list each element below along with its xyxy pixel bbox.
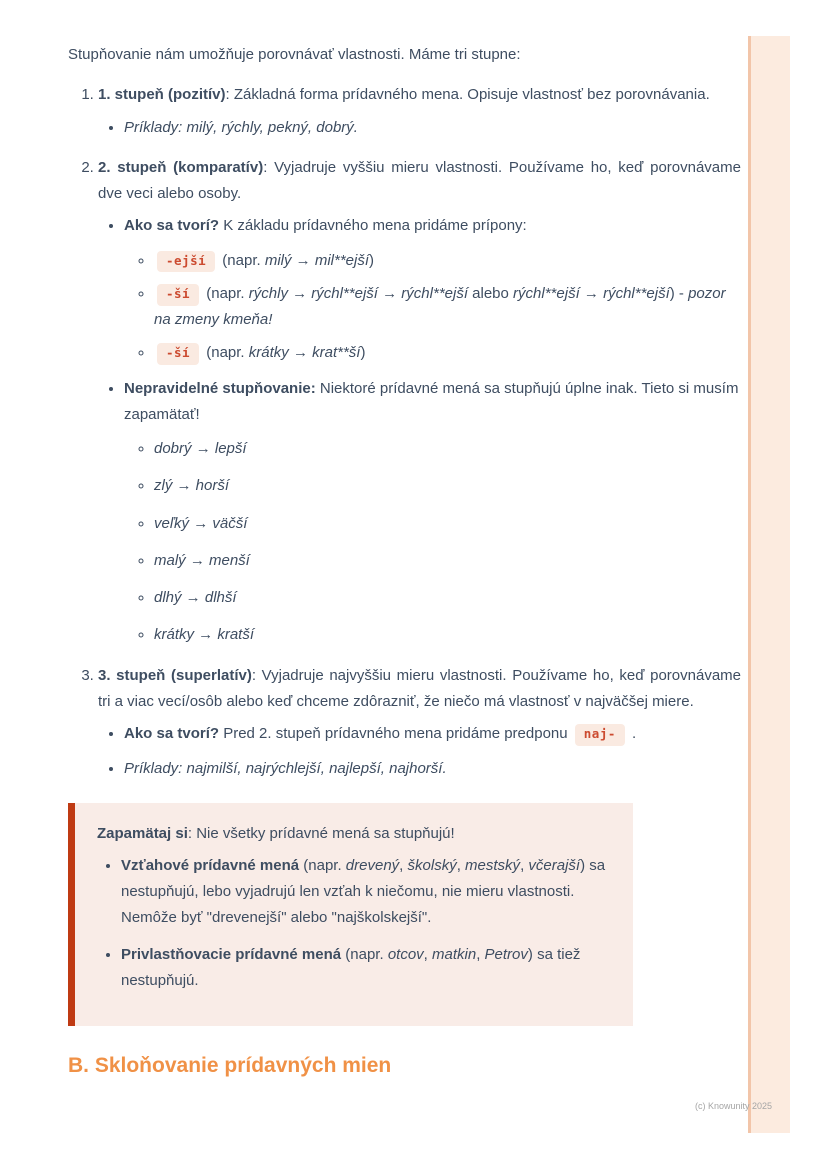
irregular-pairs-list [124,436,741,649]
text-segment: ) - [669,284,689,302]
text-segment: dlhý → dlhší [154,589,237,606]
text-segment: (napr. [299,856,346,874]
irregular-pair-item [154,622,741,648]
text-segment: Stupňovanie nám umožňuje porovnávať vlastnosti. Máme tri stupne: [68,46,521,63]
text-segment: 3. stupeň (superlatív) [98,666,252,684]
how-formed-item [124,721,741,747]
degree-positive-text [98,82,741,108]
text-segment: Pred 2. stupeň prídavného mena pridáme predponu [219,725,572,742]
code-chip: -ší [157,284,199,306]
text-segment: dobrý → lepší [154,440,247,457]
text-segment: Vzťahové prídavné mená [121,856,300,874]
text-segment: drevený [345,856,400,874]
text-segment: , [399,856,408,874]
irregular-pair-item [154,436,741,462]
degree-item-positive [98,82,741,141]
document-content [68,42,741,1079]
how-formed-text [124,217,527,234]
how-formed-item [124,213,741,366]
intro-paragraph [68,42,741,68]
text-segment: alebo [468,284,514,302]
callout-title [97,821,607,847]
text-segment: Ako sa tvorí? [124,725,220,742]
text-segment: rýchly → rýchl**ejší → rýchl**ejší [248,284,468,302]
irregular-pair-item [154,473,741,499]
irregular-pair-item [154,511,741,537]
text-segment: Zapamätaj si [97,824,188,842]
copyright-watermark: (c) Knowunity 2025 [695,1101,773,1111]
examples-item [124,115,741,141]
text-segment: pozor na zmeny kmeňa! [154,284,726,328]
code-chip: naj- [575,724,625,746]
text-segment: , [476,945,485,963]
text-segment: 2. stupeň (komparatív) [98,158,264,176]
suffix-item [154,281,741,334]
irregular-pair-item [154,548,741,574]
text-segment: školský [407,856,457,874]
suffix-list [124,248,741,367]
text-segment: Ako sa tvorí? [124,217,220,235]
degree-comparative-bullets [98,213,741,648]
page-edge-stripe [748,36,790,1133]
degree-comparative-text [98,155,741,208]
text-segment: Petrov [484,945,528,963]
text-segment: krátky → krat**ší [248,344,361,362]
degree-item-comparative [98,155,741,649]
text-segment: matkin [432,945,477,963]
text-segment: včerajší [528,856,581,874]
text-segment: Príklady: milý, rýchly, pekný, dobrý. [124,118,358,136]
examples-item [124,756,741,782]
degree-superlative-text [98,663,741,716]
text-segment: 1. stupeň (pozitív) [98,86,226,104]
text-segment: (napr. [341,945,388,963]
text-segment: : Základná forma prídavného mena. Opisuje vlastnosť bez porovnávania. [225,86,710,104]
code-chip: -ejší [157,251,215,273]
text-segment: rýchl**ejší → rýchl**ejší [513,284,670,302]
text-segment: zlý → horší [154,477,230,495]
callout-list [97,853,607,994]
text-segment: (napr. [202,344,249,362]
callout-item [121,942,607,995]
text-segment: : Vyjadruje vyššiu mieru vlastnosti. Používame ho, keď porovnávame dve veci alebo osoby. [98,158,741,202]
text-segment: : Vyjadruje najvyššiu mieru vlastnosti. Používame ho, keď porovnávame tri a viac vecí/osôb alebo keď chceme zdôrazniť, že niečo má vlastnosť v najväčšej miere. [98,666,742,710]
degree-item-superlative [98,663,741,783]
text-segment: Nepravidelné stupňovanie: [124,379,316,397]
text-segment: (napr. [202,284,249,302]
text-segment: , [520,856,529,874]
text-segment: , [456,856,466,874]
text-segment: Niektoré prídavné mená sa stupňujú úplne inak. Tieto si musím zapamätať! [124,379,739,423]
text-segment: Privlastňovacie prídavné mená [121,945,342,963]
degree-superlative-bullets [98,721,741,783]
text-segment: : Nie všetky prídavné mená sa stupňujú! [187,824,455,842]
text-segment: ) sa tiež nestupňujú. [121,945,581,989]
text-segment: Príklady: najmilší, najrýchlejší, najlepší, najhorší. [124,760,447,778]
suffix-item [154,248,741,274]
irregular-text [124,380,738,423]
code-chip: -ší [157,343,199,365]
degrees-list [68,82,741,782]
text-segment: ) [369,251,375,269]
irregular-item [124,376,741,649]
text-segment: (napr. [218,251,265,269]
text-segment: . [627,725,637,742]
text-segment: malý → menší [154,551,250,569]
suffix-item [154,340,741,366]
text-segment: ) sa nestupňujú, lebo vyjadrujú len vzťah k niečomu, nie mieru vlastnosti. Nemôže byť "drevenejší" alebo "najškolskejší". [121,856,606,927]
remember-callout [68,803,633,1027]
degree-positive-bullets [98,115,741,141]
text-segment: otcov [387,945,424,963]
section-heading: B. Skloňovanie prídavných mien [68,1054,392,1077]
text-segment: mestský [465,856,521,874]
text-segment: ) [360,344,366,362]
text-segment: , [423,945,433,963]
text-segment: veľký → väčší [154,514,248,532]
text-segment: milý → mil**ejší [264,251,370,269]
callout-item [121,853,607,932]
text-segment: K základu prídavného mena pridáme prípony: [219,217,527,235]
irregular-pair-item [154,585,741,611]
text-segment: krátky → kratší [154,626,255,644]
